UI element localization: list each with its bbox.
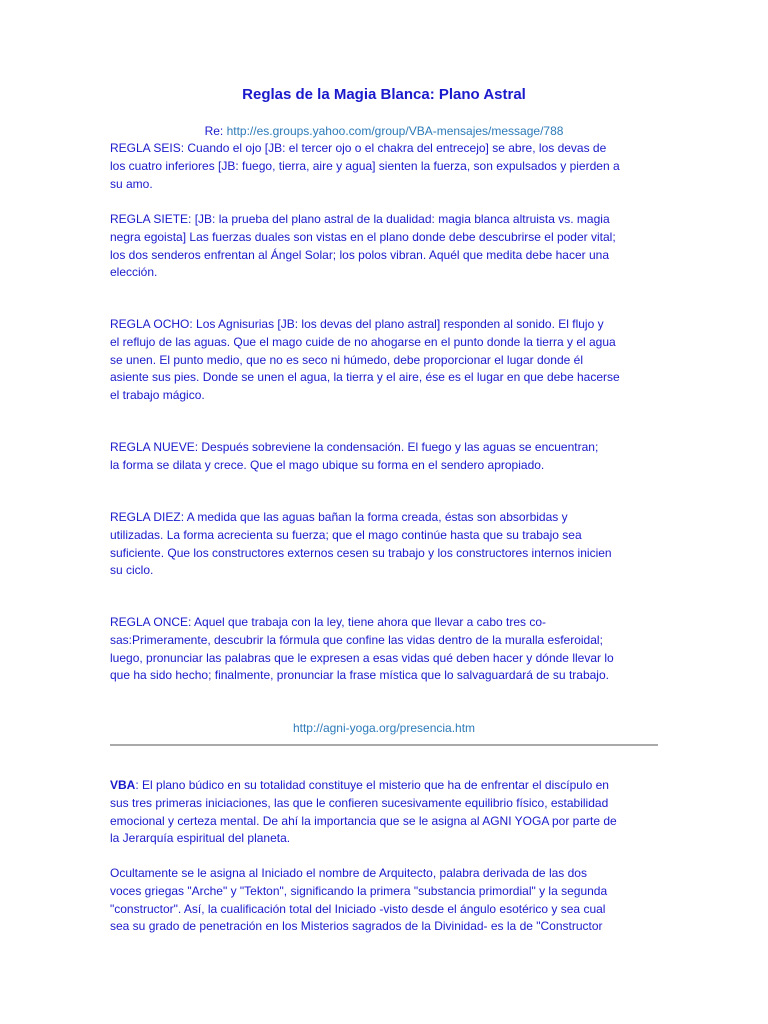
rule-nine-paragraph: REGLA NUEVE: Después sobreviene la condensación. El fuego y las aguas se encuentran; la forma se dilata y crece. Que el mago ubique su forma en el sendero apropiado.: [110, 440, 599, 472]
page-title: Reglas de la Magia Blanca: Plano Astral: [242, 86, 526, 103]
agni-yoga-link-line: [0, 721, 768, 735]
rule-ten-paragraph: REGLA DIEZ: A medida que las aguas bañan la forma creada, éstas son absorbidas y utilizadas. La forma acrecienta su fuerza; que el mago continúe hasta que su trabajo sea suficiente. Que los constructores externos cesen su trabajo y los constructores internos inicien su ciclo.: [110, 510, 612, 578]
architect-paragraph: Ocultamente se le asigna al Iniciado el nombre de Arquitecto, palabra derivada de las dos voces griegas "Arche" y "Tekton", significando la primera "substancia primordial" y la segunda "constructor". Así, la cualificación total del Iniciado -visto desde el ángulo esotérico y sea cual sea su grado de penetración en los Misterios sagrados de la Divinidad- es la de "Constructor: [110, 866, 608, 934]
agni-yoga-link[interactable]: http://agni-yoga.org/presencia.htm: [292, 721, 476, 735]
rule-six-paragraph: REGLA SEIS: Cuando el ojo [JB: el tercer ojo o el chakra del entrecejo] se abre, los devas de los cuatro inferiores [JB: fuego, tierra, aire y agua] sienten la fuerza, son expulsados y pierden a su amo.: [110, 141, 620, 191]
rule-seven-paragraph: REGLA SIETE: [JB: la prueba del plano astral de la dualidad: magia blanca altruista vs. magia negra egoista] Las fuerzas duales son vistas en el plano donde debe descubrirse el poder vital; los dos senderos enfrentan al Ángel Solar; los polos vibran. Aquél que medita debe hacer una elección.: [110, 212, 616, 280]
horizontal-divider: [110, 744, 658, 746]
vba-text: : El plano búdico en su totalidad constituye el misterio que ha de enfrentar el discípulo en sus tres primeras iniciaciones, las que le confieren sucesivamente equilibrio físico, estabilidad emocional y certeza mental. De ahí la importancia que se le asigna al AGNI YOGA por parte de la Jerarquía espiritual del planeta.: [110, 778, 617, 846]
rule-eleven-paragraph: REGLA ONCE: Aquel que trabaja con la ley, tiene ahora que llevar a cabo tres co- sas:Primeramente, descubrir la fórmula que confine las vidas dentro de la muralla esferoidal; luego, pronunciar las palabras que le expresen a esas vidas qué deben hacer y dónde llevar lo que ha sido hecho; finalmente, pronunciar la frase mística que lo salvaguardará de su trabajo.: [110, 615, 614, 683]
source-message-link[interactable]: http://es.groups.yahoo.com/group/VBA-mensajes/message/788: [226, 124, 564, 138]
re-label: Re:: [204, 124, 227, 138]
vba-paragraph: [110, 777, 660, 848]
re-line: [0, 124, 768, 138]
vba-label: VBA: [110, 778, 136, 792]
rule-eight-paragraph: REGLA OCHO: Los Agnisurias [JB: los devas del plano astral] responden al sonido. El flujo y el reflujo de las aguas. Que el mago cuide de no ahogarse en el punto donde la tierra y el agua se unen. El punto medio, que no es seco ni húmedo, debe proporcionar el lugar donde él asiente sus pies. Donde se unen el agua, la tierra y el aire, ése es el lugar en que debe hacerse el trabajo mágico.: [110, 317, 620, 403]
